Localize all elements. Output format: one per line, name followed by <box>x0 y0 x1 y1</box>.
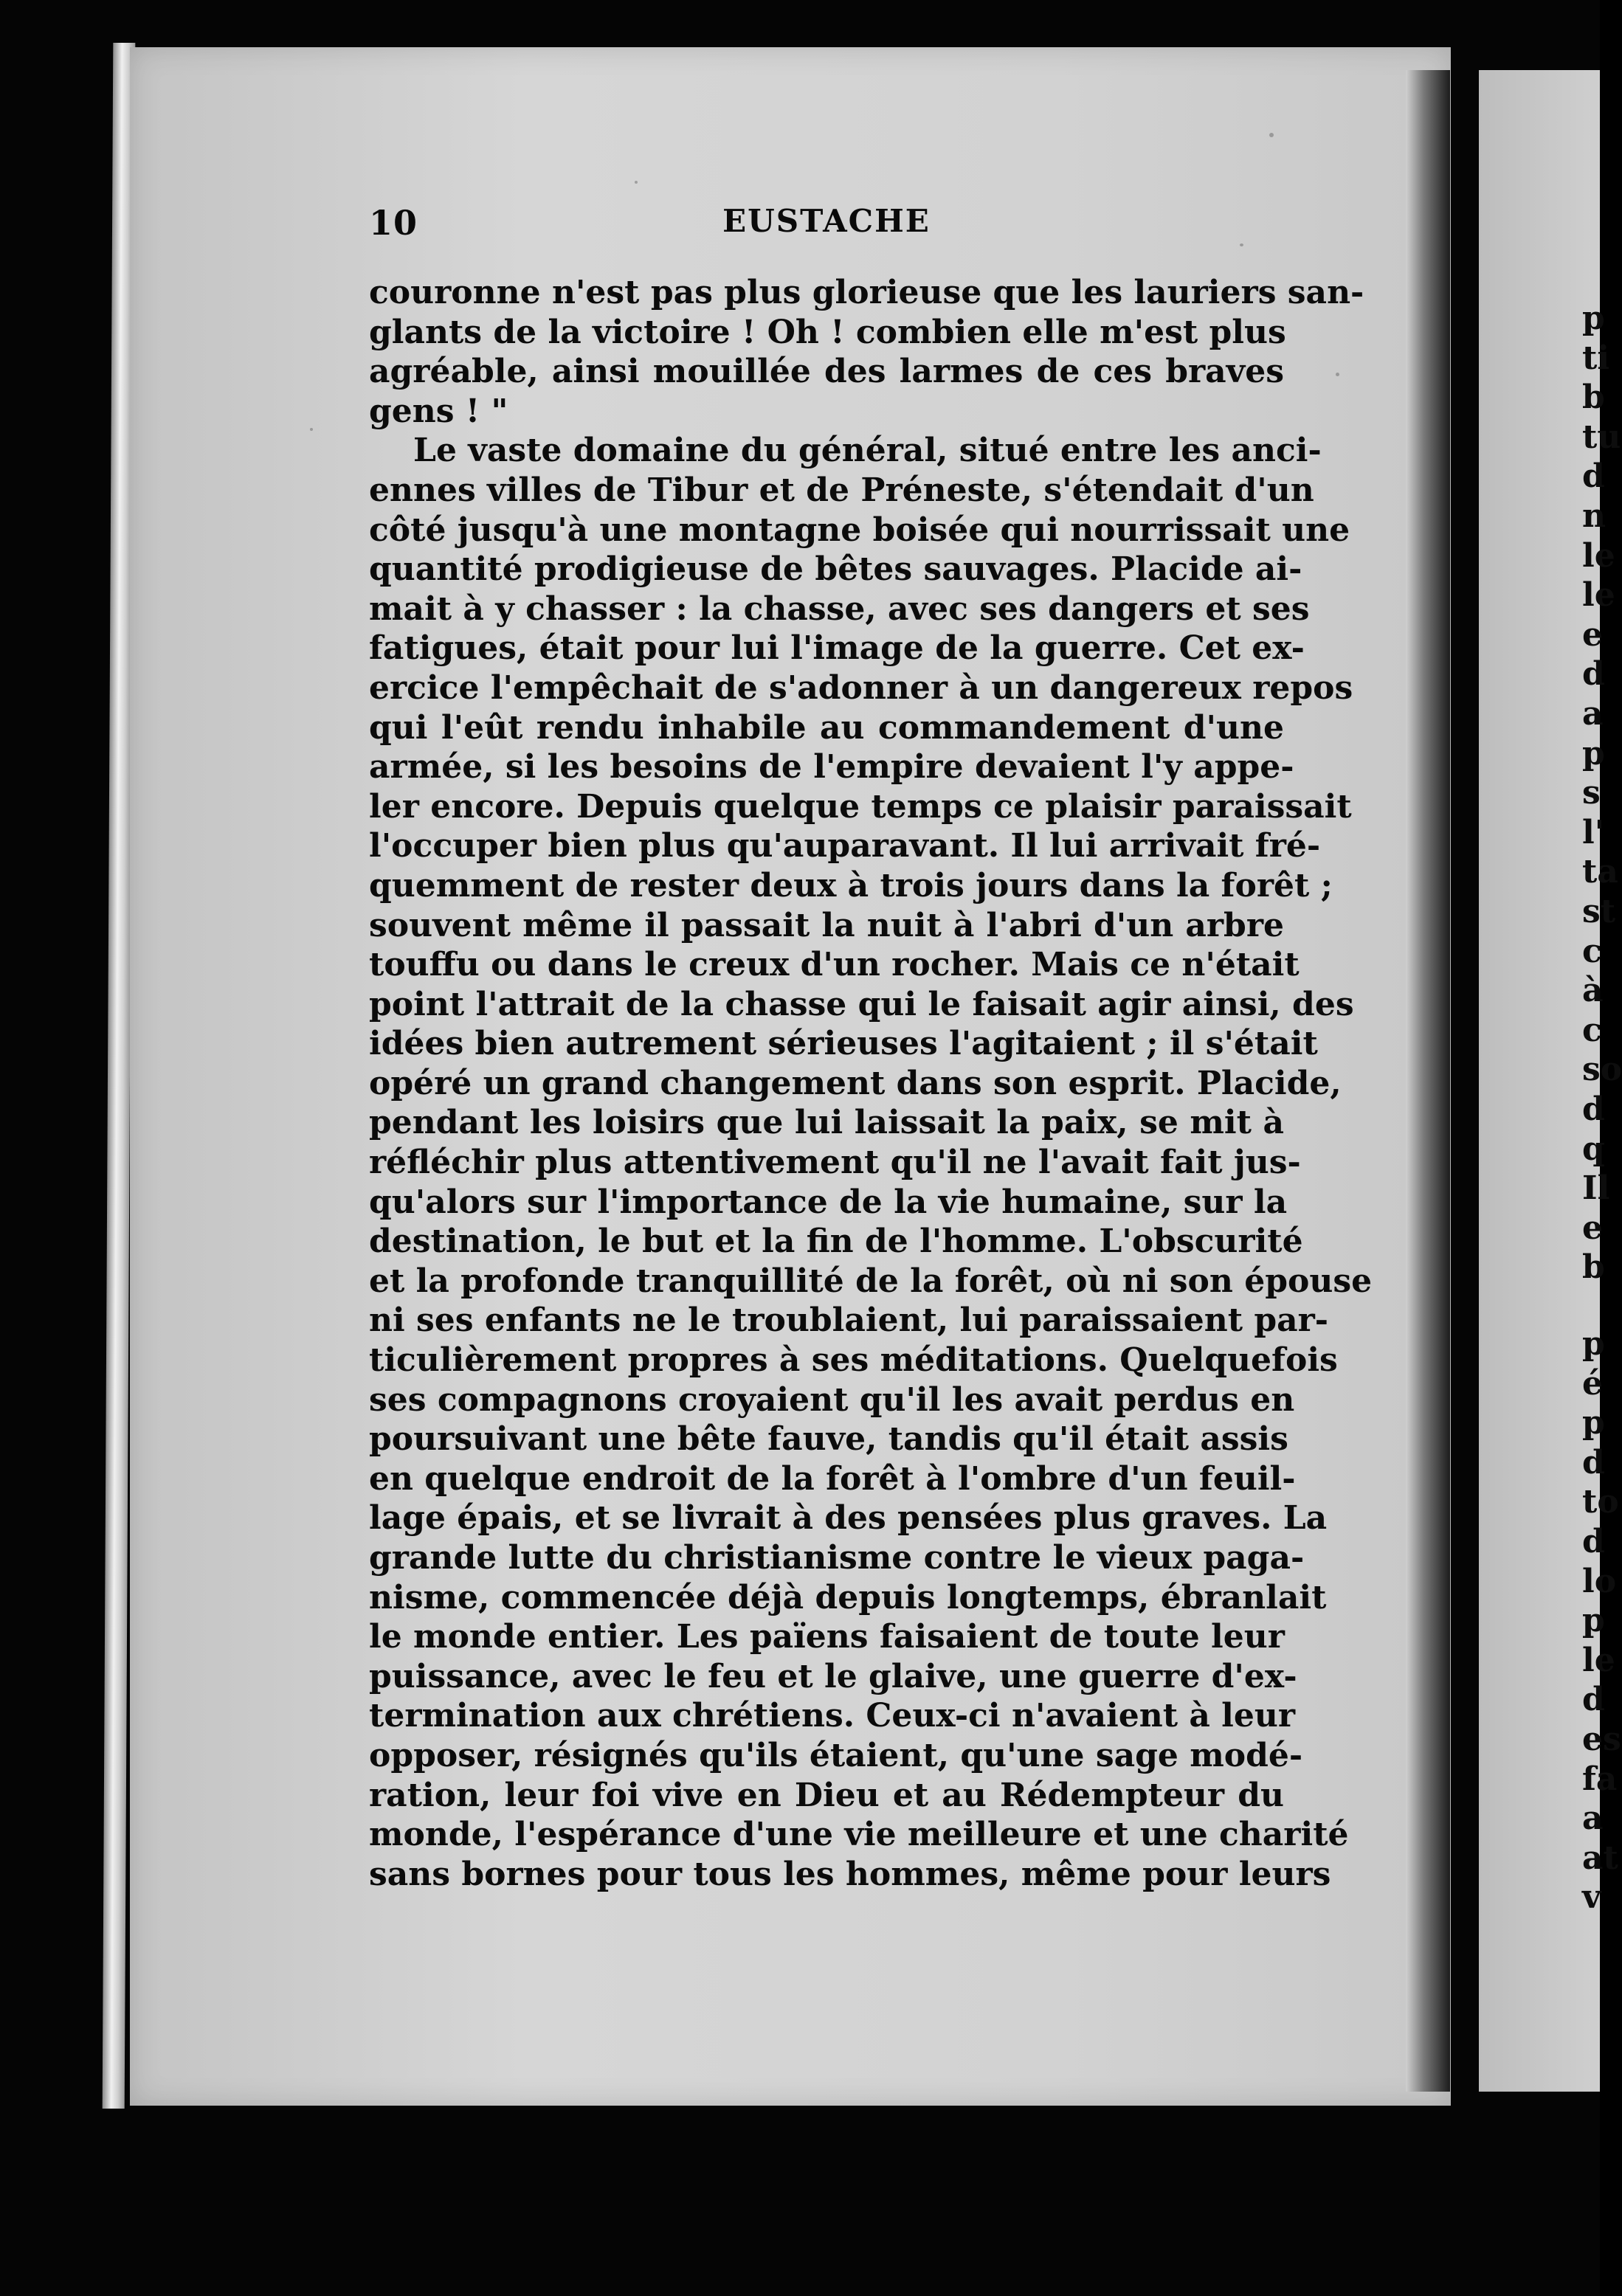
running-header <box>369 203 1284 247</box>
facing-page-fragment: c <box>1582 1011 1602 1049</box>
facing-page-fragment: so <box>1582 1051 1622 1089</box>
text-line: touffu ou dans le creux d'un rocher. Mais ce n'était <box>369 946 1300 984</box>
facing-page-fragment: a <box>1582 695 1604 733</box>
facing-page-fragment: at <box>1582 1839 1618 1877</box>
facing-page-fragment: ta <box>1582 853 1618 891</box>
facing-page-fragment: é <box>1582 1364 1603 1403</box>
text-line: mait à y chasser : la chasse, avec ses dangers et ses <box>369 589 1310 628</box>
facing-page-fragment: n <box>1582 497 1606 535</box>
text-line: quemment de rester deux à trois jours dans la forêt ; <box>369 866 1333 905</box>
facing-page-fragment: e <box>1582 615 1603 654</box>
text-line: gens ! " <box>369 392 508 430</box>
book-gutter <box>1406 70 1450 2092</box>
text-line: glants de la victoire ! Oh ! combien elle m'est plus <box>369 313 1286 351</box>
text-line: ler encore. Depuis quelque temps ce plaisir paraissait <box>369 787 1352 826</box>
facing-page-fragment: c <box>1582 932 1602 970</box>
text-line: point l'attrait de la chasse qui le faisait agir ainsi, des <box>369 985 1354 1023</box>
facing-page-fragment: s <box>1582 774 1601 812</box>
text-line: ercice l'empêchait de s'adonner à un dangereux repos <box>369 668 1353 707</box>
text-line: qui l'eût rendu inhabile au commandement d'une <box>369 708 1284 747</box>
facing-page-fragment: Il <box>1582 1169 1610 1208</box>
facing-page-fragment: fa <box>1582 1760 1618 1798</box>
text-line: ration, leur foi vive en Dieu et au Rédempteur du <box>369 1776 1284 1814</box>
text-line: ni ses enfants ne le troublaient, lui paraissaient par- <box>369 1301 1329 1340</box>
text-line: grande lutte du christianisme contre le vieux paga- <box>369 1539 1305 1577</box>
text-line: monde, l'espérance d'une vie meilleure et une charité <box>369 1816 1349 1854</box>
text-line: nisme, commencée déjà depuis longtemps, ébranlait <box>369 1578 1327 1616</box>
text-line: agréable, ainsi mouillée des larmes de ces braves <box>369 353 1284 391</box>
text-line: poursuivant une bête fauve, tandis qu'il était assis <box>369 1420 1288 1459</box>
text-line: lage épais, et se livrait à des pensées plus graves. La <box>369 1499 1328 1538</box>
facing-page-fragment: à <box>1582 972 1604 1010</box>
text-line: quantité prodigieuse de bêtes sauvages. Placide ai- <box>369 550 1302 589</box>
facing-page-fragment: d <box>1582 1681 1605 1719</box>
facing-page-fragment: q <box>1582 1130 1605 1168</box>
text-line: souvent même il passait la nuit à l'abri d'un arbre <box>369 906 1284 944</box>
facing-page-fragment: d <box>1582 1443 1605 1481</box>
text-line: Le vaste domaine du général, situé entre les anci- <box>413 432 1322 470</box>
page-body-text <box>369 273 1373 1894</box>
text-line: en quelque endroit de la forêt à l'ombre d'un feuil- <box>369 1459 1296 1498</box>
facing-page-fragment: le <box>1582 576 1615 615</box>
text-line: termination aux chrétiens. Ceux-ci n'avaient à leur <box>369 1697 1296 1735</box>
facing-page-fragment: b <box>1582 378 1605 417</box>
text-line: idées bien autrement sérieuses l'agitaient ; il s'était <box>369 1025 1318 1063</box>
facing-page-fragment: tu <box>1582 418 1621 456</box>
facing-page-fragment: p <box>1582 734 1605 772</box>
text-line: pendant les loisirs que lui laissait la paix, se mit à <box>369 1104 1284 1142</box>
text-line: l'occuper bien plus qu'auparavant. Il lui arrivait fré- <box>369 827 1321 865</box>
facing-page-fragment: d <box>1582 655 1605 694</box>
facing-page-fragment: e <box>1582 1208 1603 1247</box>
facing-page-fragment: to <box>1582 1483 1619 1521</box>
text-line: côté jusqu'à une montagne boisée qui nourrissait une <box>369 511 1350 549</box>
facing-page-fragment: p <box>1582 1325 1605 1363</box>
facing-page-fragment: p <box>1582 1602 1605 1640</box>
text-line: qu'alors sur l'importance de la vie humaine, sur la <box>369 1183 1288 1221</box>
text-line: sans bornes pour tous les hommes, même pour leurs <box>369 1855 1331 1893</box>
facing-page-fragment: l' <box>1582 813 1605 851</box>
facing-page-fragment: d <box>1582 1523 1605 1560</box>
text-line: opposer, résignés qu'ils étaient, qu'une sage modé- <box>369 1736 1303 1774</box>
text-line: ennes villes de Tibur et de Préneste, s'étendait d'un <box>369 471 1314 509</box>
facing-page-fragment: lo <box>1582 1562 1617 1600</box>
text-line: opéré un grand changement dans son esprit. Placide, <box>369 1064 1342 1102</box>
facing-page-fragment: p <box>1582 300 1605 337</box>
facing-page-fragment: st <box>1582 893 1616 930</box>
text-line: le monde entier. Les païens faisaient de toute leur <box>369 1618 1285 1656</box>
facing-page-fragment: p <box>1582 1404 1605 1442</box>
facing-page-edge <box>1479 70 1622 2092</box>
text-line: fatigues, était pour lui l'image de la guerre. Cet ex- <box>369 629 1305 668</box>
text-line: couronne n'est pas plus glorieuse que les lauriers san- <box>369 274 1364 311</box>
facing-page-fragment: v <box>1582 1878 1601 1917</box>
page-number: 10 <box>369 203 418 243</box>
text-line: ticulièrement propres à ses méditations. Quelquefois <box>369 1341 1338 1380</box>
facing-page-fragment: d <box>1582 1090 1605 1128</box>
running-title: EUSTACHE <box>722 203 931 239</box>
text-line: ses compagnons croyaient qu'il les avait perdus en <box>369 1380 1295 1419</box>
facing-page-fragment: le <box>1582 1641 1615 1679</box>
facing-page-fragment: ti <box>1582 339 1610 377</box>
facing-page-fragment: b <box>1582 1248 1605 1287</box>
text-line: destination, le but et la fin de l'homme. L'obscurité <box>369 1223 1303 1261</box>
facing-page-fragment: a <box>1582 1799 1604 1838</box>
facing-page-fragment: d <box>1582 457 1605 496</box>
text-line: armée, si les besoins de l'empire devaient l'y appe- <box>369 748 1294 786</box>
facing-page-fragment: es <box>1582 1721 1621 1758</box>
text-line: et la profonde tranquillité de la forêt, où ni son épouse <box>369 1262 1373 1300</box>
text-line: réfléchir plus attentivement qu'il ne l'avait fait jus- <box>369 1144 1301 1182</box>
text-line: puissance, avec le feu et le glaive, une guerre d'ex- <box>369 1657 1297 1695</box>
facing-page-fragment: le <box>1582 536 1615 575</box>
